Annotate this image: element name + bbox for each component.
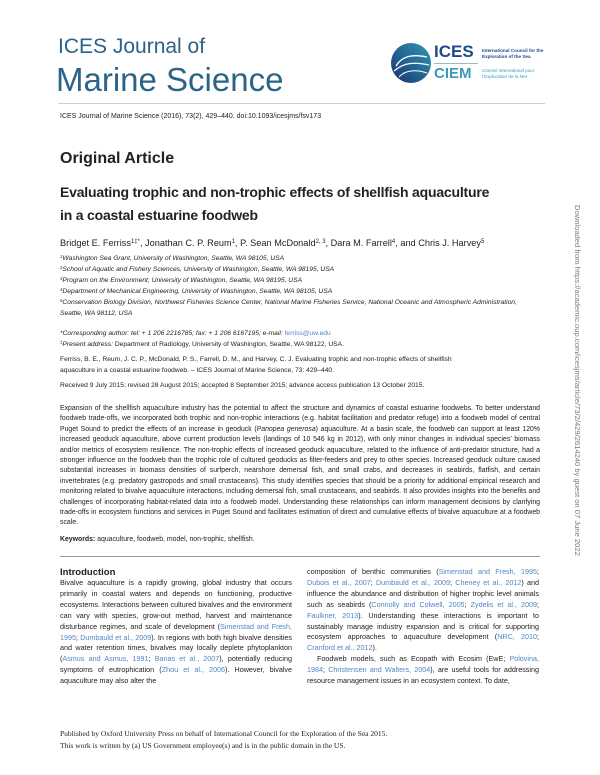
received-dates: Received 9 July 2015; revised 28 August 2015; accepted 8 September 2015; advance access publication 13 October 2015.: [60, 382, 425, 389]
text-run: Program on the Environment, University of Washington, Seattle, WA 98195, USA: [62, 277, 303, 284]
text-run: ;: [537, 599, 539, 609]
text-run: , Jonathan C. P. Reum: [139, 238, 232, 248]
logo-ciem-text: CIEM: [434, 65, 472, 82]
text-run: , P. Sean McDonald: [235, 238, 316, 248]
reference-link[interactable]: Cheney et al., 2012: [455, 577, 522, 587]
superscript: 1: [231, 239, 236, 246]
suggested-citation: Ferriss, B. E., Reum, J. C. P., McDonald, P. S., Farrell, D. M., and Harvey, C. J. Evaluating trophic and non-trophic effects of shellfish aquaculture in a coastal estuarine foodweb. – ICES Journal of Marine Science, 73: 429–440.: [60, 356, 452, 374]
affiliation-5: [60, 297, 530, 319]
front-matter: [60, 253, 540, 391]
body-paragraph: [60, 578, 292, 687]
body-column-left: [60, 567, 292, 687]
text-run: Department of Radiology, University of Washington, Seattle, WA 98122, USA.: [112, 341, 344, 348]
reference-link[interactable]: Banas et al., 2007: [154, 654, 220, 664]
text-run: , Dara M. Farrell: [325, 238, 392, 248]
text-run: ;: [76, 632, 81, 642]
text-run: , and Chris J. Harvey: [395, 238, 482, 248]
text-run: ), are useful tools for addressing resource management issues in an ecosystem context. To date,: [307, 665, 539, 686]
text-run: ;: [323, 665, 329, 675]
header-divider: [58, 103, 545, 104]
superscript: 1‡*: [130, 239, 140, 246]
email-link[interactable]: ferriss@uw.edu: [284, 330, 331, 337]
text-run: Bridget E. Ferriss: [60, 238, 131, 248]
reference-link[interactable]: Cranford et al., 2012: [307, 643, 373, 653]
public-domain-statement: This work is written by (a) US Government employee(s) and is in the public domain in the US.: [60, 741, 346, 750]
journal-citation-line: ICES Journal of Marine Science (2016), 73(2), 429–440. doi:10.1093/icesjms/fsv173: [60, 113, 322, 120]
text-run: ) and influence the abundance and distribution of higher trophic level animals such as seabirds (: [307, 577, 539, 609]
text-run: Washington Sea Grant, University of Washington, Seattle, WA 98105, USA: [62, 255, 285, 262]
text-run: ;: [464, 599, 471, 609]
text-run: ). In regions with both high bivalve densities and water retention times, bivalves may locally deplete phytoplankton (: [60, 632, 292, 664]
reference-link[interactable]: Simenstad and Fresh, 1995: [60, 621, 292, 642]
affiliation-1: [60, 253, 530, 264]
reference-link[interactable]: Connolly and Colwell, 2005: [371, 599, 465, 609]
text-run: ).: [372, 643, 377, 653]
text-run: Conservation Biology Division, Northwest Fisheries Science Center, National Marine Fisheries Service, National Oceanic and Atmospheric Administration, Seattle, WA 98112, USA: [60, 299, 517, 317]
italic-text: Present address:: [62, 341, 113, 348]
text-run: ;: [537, 567, 539, 576]
corresponding-author: [60, 328, 540, 339]
superscript: 4: [60, 286, 63, 292]
superscript: 4: [391, 239, 396, 246]
reference-link[interactable]: Asmus and Asmus, 1991: [62, 654, 149, 664]
italic-text: *Corresponding author: tel: + 1 206 2216785; fax: + 1 206 6167195; e-mail:: [60, 330, 285, 337]
superscript: 3: [60, 275, 63, 281]
affiliation-2: [60, 264, 530, 275]
body-paragraph: [307, 567, 539, 654]
article-type: Original Article: [60, 150, 175, 167]
page-footer: [60, 728, 540, 752]
bold-label: Keywords:: [60, 535, 96, 543]
abstract-text: [60, 404, 540, 529]
text-run: ). Understanding these interactions is important to sustainably manage industry expansion and is critical for supporting ecosystem approaches to aquaculture development (: [307, 610, 539, 642]
reference-link[interactable]: Simenstad and Fresh, 1995: [438, 567, 537, 576]
text-run: ;: [537, 632, 539, 642]
logo-french-name: Conseil International pour l’Exploration de la Mer: [482, 68, 535, 79]
text-run: Bivalve aquaculture is a rapidly growing, global industry that occurs primarily in coastal waters and depends on functioning, productive ecosystems. Interactions between cultured bivalves and the environment can vary with species, grow-out method, harvest and maintenance disturbance regimes, and scale of development (: [60, 578, 292, 631]
superscript: 5: [481, 239, 485, 246]
abstract: [60, 404, 540, 545]
superscript: 5: [60, 297, 63, 303]
reference-link[interactable]: Zhou et al., 2006: [161, 665, 226, 675]
superscript: 2, 3: [315, 239, 326, 246]
text-run: ). However, bivalve aquaculture may also alter the: [60, 665, 293, 686]
superscript: 2: [60, 264, 63, 270]
text-run: School of Aquatic and Fishery Sciences, University of Washington, Seattle, WA 98195, USA: [62, 266, 335, 273]
affiliation-4: [60, 286, 530, 297]
logo-ices-text: ICES: [434, 42, 474, 61]
journal-title-line1: ICES Journal of: [58, 35, 206, 58]
text-run: ;: [450, 577, 456, 587]
text-run: ;: [148, 654, 155, 664]
keywords: [60, 535, 540, 545]
download-watermark: Downloaded from https://academic.oup.com/icesjms/article/73/2/429/2614240 by guest on 07 June 2022: [573, 205, 582, 556]
reference-link[interactable]: Polovina, 1984: [307, 654, 539, 675]
text-run: ), potentially reducing symptoms of eutrophication (: [60, 654, 292, 675]
text-run: ) aquaculture. At a basin scale, the foodweb can support at least 120% increased geoduck aquaculture, above current production levels (landings of 10 546 kg in 2012), with only minor changes in individual species’ biomass and/or metrics of ecosystem resilience. The non-trophic effects of increased geoduck aquaculture, related to the influence of anti-predator structure, had a stronger influence on the foodweb than the trophic role of cultured geoducks as filter-feeders and prey to other species. Increased geoduck culture caused substantial increases in biomass densities of surfperch, nearshore demersal fish, and small crabs, and decreases in seabirds, flatfish, and certain invertebrates (e.g. predatory gastropods and small crustaceans). This study identifies species that should be a priority for additional empirical research and monitoring related to bivalve aquaculture interactions, including demersal fish, small crustaceans, and seabirds. It also provides insights into the benefits and challenges of incorporating habitat-related data into a foodweb model. Understanding these relationships can inform management decisions by clarifying trade-offs in ecosystem functions and services in Puget Sound and facilitates estimation of direct and cumulative effects of bivalve aquaculture at a foodweb scale.: [60, 425, 540, 527]
body-paragraph: [307, 654, 539, 687]
ices-ciem-logo: [388, 40, 550, 90]
author-list: [60, 237, 484, 249]
reference-link[interactable]: Zydelis et al., 2009: [470, 599, 537, 609]
text-run: Department of Mechanical Engineering, University of Washington, Seattle, WA 98105, USA: [62, 288, 333, 295]
reference-link[interactable]: Dubois et al., 2007: [307, 577, 371, 587]
publisher-statement: Published by Oxford University Press on behalf of International Council for the Exploration of the Sea 2015.: [60, 729, 388, 738]
present-address: [60, 339, 540, 350]
reference-link[interactable]: Christensen and Walters, 2004: [328, 665, 431, 675]
abstract-divider: [60, 556, 540, 557]
superscript: ‡: [60, 339, 63, 345]
ices-globe-icon: [390, 42, 432, 84]
journal-title-line2: Marine Science: [56, 61, 284, 98]
reference-link[interactable]: Dumbauld et al., 2009: [375, 577, 451, 587]
affiliations: [60, 253, 530, 319]
text-run: aquaculture, foodweb, model, non-trophic, shellfish.: [95, 535, 255, 543]
reference-link[interactable]: Faulkner, 2013: [307, 610, 359, 620]
section-heading-introduction: Introduction: [60, 567, 116, 578]
logo-divider: [434, 63, 478, 64]
body-column-right: [307, 567, 539, 687]
reference-link[interactable]: Dumbauld et al., 2009: [80, 632, 152, 642]
text-run: Expansion of the shellfish aquaculture industry has the potential to affect the structure and dynamics of coastal estuarine foodwebs. To better understand foodweb trade-offs, we incorporated both trophic and non-trophic interactions (e.g. habitat facilitation and predator refuge) into a foodweb model of central Puget Sound to predict the effects of an increase in geoduck (: [60, 405, 540, 433]
superscript: 1: [60, 253, 63, 259]
text-run: composition of benthic communities (: [307, 567, 439, 576]
text-run: Foodweb models, such as Ecopath with Ecosim (EwE;: [317, 654, 510, 664]
affiliation-3: [60, 275, 530, 286]
reference-link[interactable]: NRC, 2010: [497, 632, 537, 642]
italic-text: Panopea generosa: [256, 425, 316, 433]
text-run: ;: [370, 577, 376, 587]
logo-english-name: International Council for the Exploration of the Sea: [482, 48, 544, 59]
article-title: Evaluating trophic and non-trophic effects of shellfish aquaculture in a coastal estuarine foodweb: [60, 184, 490, 223]
